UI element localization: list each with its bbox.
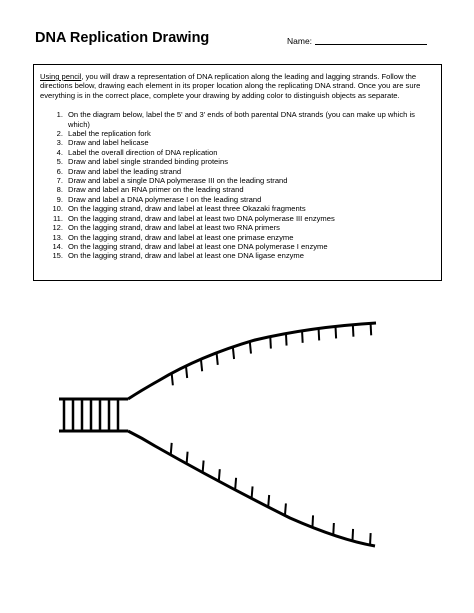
instruction-step <box>40 185 435 194</box>
step-text: On the lagging strand, draw and label at least two DNA polymerase III enzymes <box>68 213 335 223</box>
step-number: 15. <box>52 251 63 261</box>
strand-tick <box>233 347 234 359</box>
step-text: On the lagging strand, draw and label at least one DNA ligase enzyme <box>68 251 304 261</box>
instruction-step <box>40 138 435 147</box>
intro-text: , you will draw a representation of DNA replication along the leading and lagging strands. Follow the directions below, drawing each element in its proper location along the replicating DNA strand. Once you are sure everything is in the correct place, complete your drawing by adding color to distinguish objects as separate. <box>40 72 421 100</box>
strand-tick <box>352 529 353 541</box>
strand-tick <box>285 503 286 515</box>
strand-tick <box>302 331 303 343</box>
step-text: On the lagging strand, draw and label at least three Okazaki fragments <box>68 204 306 214</box>
instruction-step <box>40 176 435 185</box>
strand-tick <box>250 342 251 354</box>
strand-tick <box>319 328 320 340</box>
step-text: Draw and label helicase <box>68 138 149 148</box>
step-number: 5. <box>56 157 63 167</box>
strand-tick <box>353 325 354 337</box>
strand-tick <box>252 486 253 498</box>
step-text: On the lagging strand, draw and label at least one primase enzyme <box>68 232 294 242</box>
step-number: 7. <box>56 176 63 186</box>
instruction-step <box>40 214 435 223</box>
parental-duplex <box>59 399 128 431</box>
step-text: Draw and label a single DNA polymerase III on the leading strand <box>68 176 288 186</box>
page-title: DNA Replication Drawing <box>35 30 210 46</box>
instruction-step <box>40 110 435 129</box>
steps-list <box>40 110 435 261</box>
step-number: 8. <box>56 185 63 195</box>
step-number: 11. <box>53 213 63 223</box>
strand-tick <box>186 366 187 378</box>
step-number: 14. <box>52 241 63 251</box>
strand-tick <box>370 533 371 545</box>
instruction-step <box>40 251 435 260</box>
strand-tick <box>172 373 173 385</box>
strand-tick <box>312 515 313 527</box>
step-number: 6. <box>56 166 63 176</box>
instruction-step <box>40 242 435 251</box>
strand-tick <box>371 323 372 335</box>
step-number: 2. <box>56 129 63 139</box>
strand-tick <box>336 326 337 338</box>
step-number: 9. <box>56 194 63 204</box>
strand-tick <box>171 443 172 455</box>
strand-tick <box>333 523 334 535</box>
step-text: On the lagging strand, draw and label at least two RNA primers <box>68 223 280 233</box>
instructions-intro <box>40 72 435 100</box>
lower-template-strand <box>128 431 375 546</box>
worksheet-header <box>35 30 435 54</box>
instruction-step <box>40 157 435 166</box>
step-number: 10. <box>52 204 63 214</box>
strand-tick <box>268 495 269 507</box>
name-field-line[interactable] <box>315 44 427 45</box>
step-text: Draw and label a DNA polymerase I on the leading strand <box>68 194 262 204</box>
instruction-step <box>40 195 435 204</box>
instruction-step <box>40 167 435 176</box>
strand-tick <box>187 452 188 464</box>
instruction-step <box>40 233 435 242</box>
strand-tick <box>201 359 202 371</box>
instruction-step <box>40 129 435 138</box>
step-number: 12. <box>52 223 63 233</box>
step-number: 1. <box>56 110 63 120</box>
step-number: 3. <box>56 138 63 148</box>
instruction-step <box>40 148 435 157</box>
step-text: Draw and label an RNA primer on the leading strand <box>68 185 244 195</box>
strand-tick <box>219 469 220 481</box>
strand-tick <box>286 334 287 346</box>
instruction-step <box>40 223 435 232</box>
intro-emphasis: Using pencil <box>40 72 82 81</box>
strand-tick <box>270 337 271 349</box>
strand-tick <box>217 353 218 365</box>
instruction-step <box>40 204 435 213</box>
name-label: Name: <box>287 36 313 46</box>
step-number: 13. <box>52 232 63 242</box>
step-text: Draw and label single stranded binding proteins <box>68 157 228 167</box>
step-text: Draw and label the leading strand <box>68 166 182 176</box>
step-text: On the lagging strand, draw and label at least one DNA polymerase I enzyme <box>68 241 328 251</box>
step-text: On the diagram below, label the 5' and 3' ends of both parental DNA strands (you can make up which is which) <box>68 110 415 129</box>
step-text: Label the overall direction of DNA replication <box>68 147 218 157</box>
instructions-box <box>33 64 442 281</box>
strand-tick <box>235 478 236 490</box>
step-number: 4. <box>56 147 63 157</box>
step-text: Label the replication fork <box>68 129 151 139</box>
upper-template-strand <box>128 323 376 399</box>
strand-tick <box>203 460 204 472</box>
replication-fork-diagram <box>50 318 390 558</box>
